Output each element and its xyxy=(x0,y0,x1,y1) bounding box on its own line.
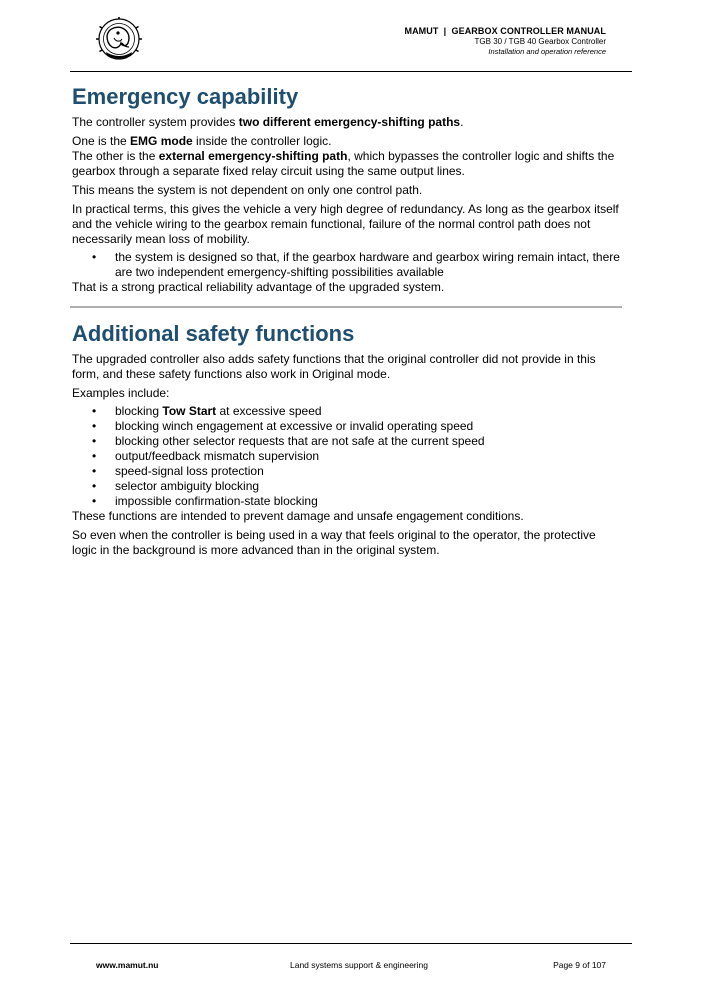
paragraph: So even when the controller is being used in a way that feels original to the operator, the protective logic in the background is more advanced than in the original system. xyxy=(72,528,596,557)
header-text xyxy=(404,25,606,57)
list-item: • the system is designed so that, if the gearbox hardware and gearbox wiring remain intact, there are two independent emergency-shifting possibilities available xyxy=(92,250,620,279)
list-item: • speed-signal loss protection xyxy=(92,464,264,478)
bullet-list xyxy=(72,250,620,280)
footer-center-text: Land systems support & engineering xyxy=(290,960,428,970)
header-title: MAMUT | GEARBOX CONTROLLER MANUAL xyxy=(404,26,606,36)
footer-website-link[interactable]: www.mamut.nu xyxy=(96,960,159,970)
paragraph: That is a strong practical reliability advantage of the upgraded system. xyxy=(72,280,445,294)
paragraph: The controller system provides two different emergency-shifting paths. xyxy=(72,115,464,129)
footer-rule xyxy=(70,943,632,944)
page-content xyxy=(72,80,620,562)
list-item: • output/feedback mismatch supervision xyxy=(92,449,320,463)
list-item: • selector ambiguity blocking xyxy=(92,479,260,493)
header-subtitle: TGB 30 / TGB 40 Gearbox Controller xyxy=(474,37,606,46)
paragraph: In practical terms, this gives the vehicle a very high degree of redundancy. As long as the gearbox itself and the vehicle wiring to the gearbox remain functional, failure of the normal control path does not necessarily mean loss of mobility. xyxy=(72,202,619,246)
header-rule xyxy=(70,71,632,72)
paragraph: These functions are intended to prevent damage and unsafe engagement conditions. xyxy=(72,509,524,523)
list-item: • blocking winch engagement at excessive or invalid operating speed xyxy=(92,419,474,433)
section-heading-safety: Additional safety functions xyxy=(72,321,355,346)
list-item: • blocking Tow Start at excessive speed xyxy=(92,404,322,418)
header-note: Installation and operation reference xyxy=(488,47,606,56)
list-item: • blocking other selector requests that are not safe at the current speed xyxy=(92,434,485,448)
bullet-list xyxy=(72,404,620,509)
paragraph: This means the system is not dependent on only one control path. xyxy=(72,183,423,197)
list-item: • impossible confirmation-state blocking xyxy=(92,494,318,508)
section-heading-emergency: Emergency capability xyxy=(72,84,299,109)
section-divider xyxy=(70,306,622,308)
paragraph: The other is the external emergency-shifting path, which bypasses the controller logic and shifts the gearbox through a separate fixed relay circuit using the same output lines. xyxy=(72,149,615,178)
mamut-logo xyxy=(94,16,144,62)
page-number: Page 9 of 107 xyxy=(553,960,606,970)
paragraph: Examples include: xyxy=(72,386,170,400)
paragraph: One is the EMG mode inside the controller logic. xyxy=(72,134,332,148)
paragraph: The upgraded controller also adds safety functions that the original controller did not provide in this form, and these safety functions also work in Original mode. xyxy=(72,352,596,381)
